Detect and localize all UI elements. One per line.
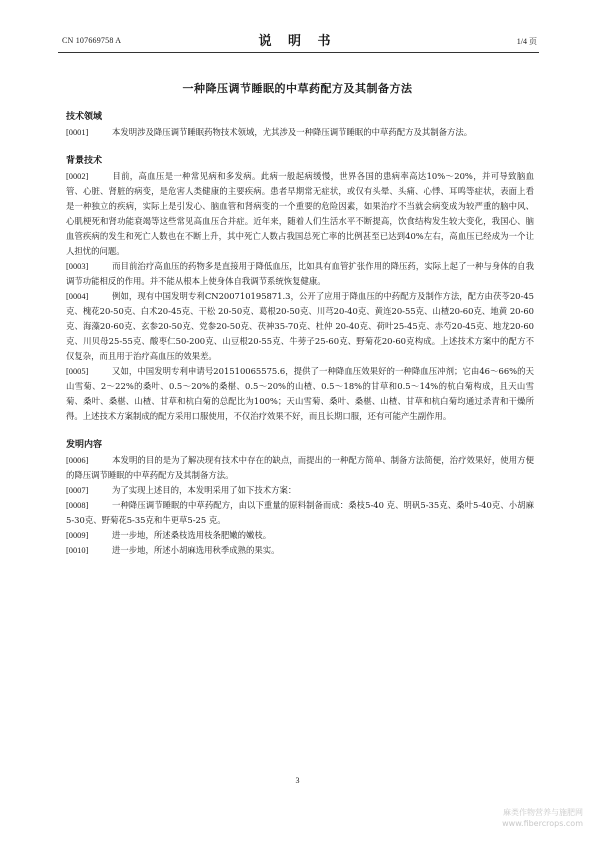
paragraph-text: 本发明的目的是为了解决现有技术中存在的缺点，而提出的一种配方简单、制备方法简便，治疗效果好，使用方便的降压调节睡眠的中草药配方及其制备方法。	[66, 455, 534, 480]
watermark-line1: 麻类作物营养与施肥网	[503, 808, 583, 817]
paragraph	[66, 125, 534, 140]
paragraph-number: [0004]	[66, 292, 89, 301]
paragraph	[66, 543, 534, 558]
paragraph-number: [0008]	[66, 501, 89, 510]
header-rule	[58, 52, 539, 53]
document-title: 一种降压调节睡眠的中草药配方及其制备方法	[182, 82, 413, 95]
paragraph-text: 一种降压调节睡眠的中草药配方，由以下重量的原料制备而成：桑枝5-40 克、明矾5-35克、桑叶5-40克、小胡麻5-30克、野菊花5-35克和牛更草5-25 克。	[66, 500, 534, 525]
section	[66, 438, 534, 558]
paragraph-number: [0006]	[66, 456, 89, 465]
section-heading: 发明内容	[66, 440, 103, 450]
paragraph-number: [0003]	[66, 262, 89, 271]
paragraph	[66, 259, 534, 289]
paragraph	[66, 483, 534, 498]
section	[66, 110, 534, 140]
paragraph	[66, 169, 534, 259]
section-heading: 技术领域	[66, 112, 103, 122]
paragraph-number: [0001]	[66, 128, 89, 137]
page-indicator: 1/4 页	[516, 37, 537, 46]
paragraph	[66, 528, 534, 543]
paragraph	[66, 364, 534, 424]
paragraph-text: 目前，高血压是一种常见病和多发病。此病一般起病缓慢，世界各国的患病率高达10%～20%，并可导致脑血管、心脏、肾脏的病变，是危害人类健康的主要疾病。患者早期常无症状，或仅有头晕、头痛、心悸、耳鸣等症状，表面上看是一种独立的疾病，实际上是引发心、脑血管和肾病变的一个重要的危险因素，如果治疗不当就会病变成为较严重的脑中风、心肌梗死和肾功能衰竭等这些常见高血压合并症。近年来，随着人们生活水平不断提高，饮食结构发生较大变化，我国心、脑血管疾病的发生和死亡人数也在不断上升，其中死亡人数占我国总死亡率的比例甚至已达到40%左右，高血压已经成为一个让人担忧的问题。	[66, 171, 534, 256]
paragraph-text: 进一步地，所述桑枝选用枝条肥嫩的嫩枝。	[112, 530, 272, 540]
patent-number: CN 107669758 A	[62, 36, 122, 45]
paragraph-number: [0002]	[66, 172, 89, 181]
paragraph-text: 又如，中国发明专利申请号201510065575.6，提供了一种降血压效果好的一种降血压冲剂；它由46～66%的天山雪菊、2～22%的桑叶、0.5～20%的桑椹、0.5～20%的山楂、0.5～18%的甘草和0.5～14%的杭白菊构成，且天山雪菊、桑叶、桑椹、山楂、甘草和杭白菊的总配比为100%；天山雪菊、桑叶、桑椹、山楂、甘草和杭白菊均通过杀青和干燥所得。上述技术方案制成的配方采用口服使用，不仅治疗效果不好，而且长期口服，还有可能产生副作用。	[66, 366, 534, 421]
header-title: 说 明 书	[258, 34, 337, 49]
paragraph-text: 进一步地，所述小胡麻选用秋季成熟的果实。	[112, 545, 280, 555]
paragraph	[66, 498, 534, 528]
document-body	[66, 110, 534, 572]
paragraph-text: 为了实现上述目的，本发明采用了如下技术方案：	[112, 485, 297, 495]
paragraph	[66, 289, 534, 364]
page-number: 3	[295, 776, 300, 785]
watermark-line2: www.fibercrops.com	[502, 819, 583, 828]
paragraph-text: 而目前治疗高血压的药物多是直接用于降低血压，比如具有血管扩张作用的降压药，实际上起了一种与身体的自我调节功能相反的作用。并不能从根本上使身体自我调节系统恢复健康。	[66, 261, 534, 286]
watermark	[502, 807, 583, 829]
paragraph-number: [0007]	[66, 486, 89, 495]
paragraph-number: [0010]	[66, 546, 89, 555]
section-heading: 背景技术	[66, 156, 103, 166]
paragraph-number: [0005]	[66, 367, 89, 376]
paragraph-text: 本发明涉及降压调节睡眠药物技术领域，尤其涉及一种降压调节睡眠的中草药配方及其制备方法。	[112, 127, 473, 137]
paragraph-text: 例如，现有中国发明专利CN200710195871.3，公开了应用于降血压的中药配方及制作方法，配方由茯苓20-45克、槐花20-50克、白术20-45克、干松 20-50克、葛根20-50克、川芎20-40克、黄连20-55克、山楂20-60克、地黄 20-60克、海藻20-60克、玄参20-50克、党参20-50克、茯神35-70克、杜仲 20-40克、荷叶25-45克、赤芍20-45克、地龙20-60克、川贝母25-55克、酸枣仁50-200克、山豆根20-55克、牛蒡子25-60克、野菊花20-60克构成。上述技术方案中的配方不仅复杂，而且用于治疗高血压的效果差。	[66, 291, 534, 361]
paragraph-number: [0009]	[66, 531, 89, 540]
section	[66, 154, 534, 424]
paragraph	[66, 453, 534, 483]
